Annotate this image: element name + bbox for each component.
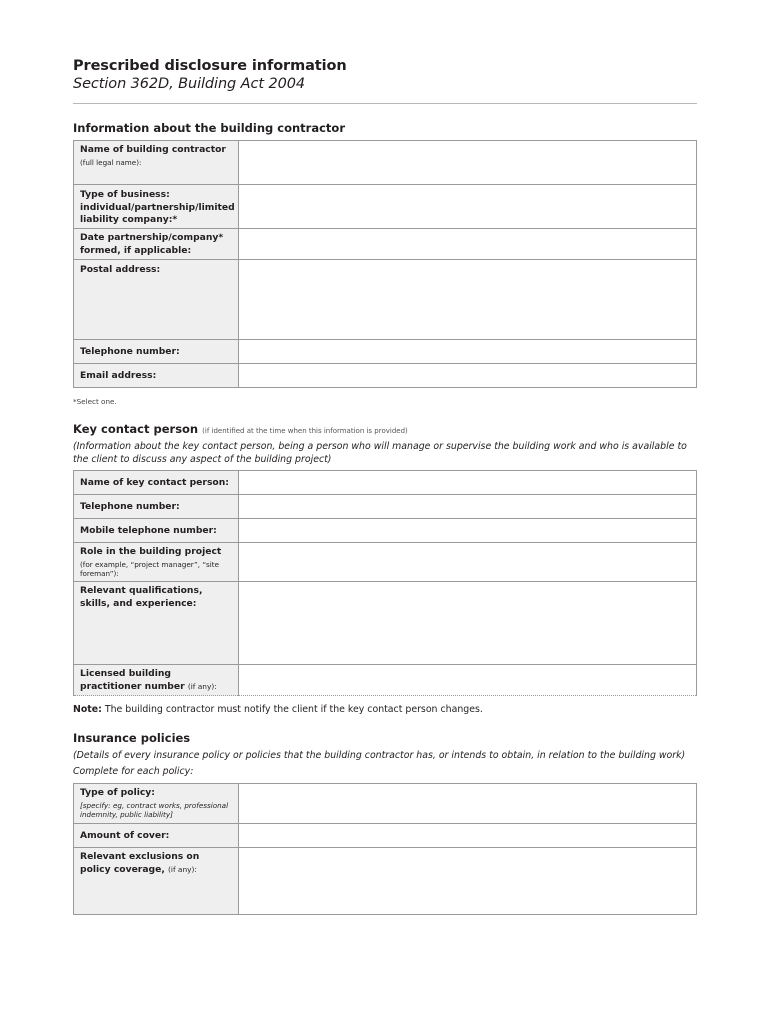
page-title: Prescribed disclosure information [73, 58, 347, 74]
business-type-label: Type of business: individual/partnership/limited liability company:* [74, 185, 239, 229]
insurance-section-description: (Details of every insurance policy or policies that the building contractor has, or intends to obtain, in relation to the building work) [73, 750, 686, 761]
cover-amount-row [74, 824, 697, 848]
licence-number-label: Licensed building practitioner number (if any): [74, 665, 239, 696]
header-divider [73, 103, 697, 104]
contact-section-heading: Key contact person (if identified at the time when this information is provided) [73, 422, 408, 436]
contact-role-row [74, 543, 697, 582]
insurance-instruction: Complete for each policy: [73, 766, 194, 777]
cover-amount-label: Amount of cover: [74, 824, 239, 848]
exclusions-field[interactable] [239, 848, 697, 915]
contact-table [73, 470, 697, 696]
licence-number-field[interactable] [239, 665, 697, 696]
policy-type-label: Type of policy: [specify: eg, contract works, professional indemnity, public liability] [74, 784, 239, 824]
contact-section-description: (Information about the key contact person, being a person who will manage or supervise the building work and who is available to the client to discuss any aspect of the building project) [73, 441, 687, 465]
qualifications-row [74, 582, 697, 665]
select-one-footnote: *Select one. [73, 397, 117, 406]
postal-address-row [74, 260, 697, 340]
contact-name-row [74, 471, 697, 495]
contact-phone-row [74, 495, 697, 519]
business-type-row [74, 185, 697, 229]
licence-number-row [74, 665, 697, 696]
exclusions-row [74, 848, 697, 915]
contact-mobile-label: Mobile telephone number: [74, 519, 239, 543]
insurance-table [73, 783, 697, 915]
contractor-phone-label: Telephone number: [74, 340, 239, 364]
contractor-name-field[interactable] [239, 141, 697, 185]
contractor-email-label: Email address: [74, 364, 239, 388]
contractor-name-row [74, 141, 697, 185]
postal-address-label: Postal address: [74, 260, 239, 340]
contractor-table [73, 140, 697, 388]
qualifications-label: Relevant qualifications, skills, and experience: [74, 582, 239, 665]
policy-type-row [74, 784, 697, 824]
contractor-email-field[interactable] [239, 364, 697, 388]
contractor-section-heading: Information about the building contractor [73, 121, 346, 135]
contractor-phone-row [74, 340, 697, 364]
contact-role-field[interactable] [239, 543, 697, 582]
qualifications-field[interactable] [239, 582, 697, 665]
contact-name-label: Name of key contact person: [74, 471, 239, 495]
formed-date-label: Date partnership/company* formed, if applicable: [74, 229, 239, 260]
contractor-email-row [74, 364, 697, 388]
contact-phone-label: Telephone number: [74, 495, 239, 519]
contact-change-note: Note: The building contractor must notify the client if the key contact person changes. [73, 704, 483, 715]
postal-address-field[interactable] [239, 260, 697, 340]
cover-amount-field[interactable] [239, 824, 697, 848]
formed-date-row [74, 229, 697, 260]
insurance-section-heading: Insurance policies [73, 731, 191, 745]
contact-mobile-row [74, 519, 697, 543]
contact-heading-note: (if identified at the time when this information is provided) [202, 427, 408, 435]
exclusions-label: Relevant exclusions on policy coverage, (if any): [74, 848, 239, 915]
contact-mobile-field[interactable] [239, 519, 697, 543]
formed-date-field[interactable] [239, 229, 697, 260]
contractor-name-label: Name of building contractor (full legal name): [74, 141, 239, 185]
business-type-field[interactable] [239, 185, 697, 229]
contact-name-field[interactable] [239, 471, 697, 495]
page-subtitle: Section 362D, Building Act 2004 [73, 76, 305, 92]
contractor-phone-field[interactable] [239, 340, 697, 364]
policy-type-field[interactable] [239, 784, 697, 824]
contact-role-label: Role in the building project (for example, “project manager”, “site foreman”): [74, 543, 239, 582]
contact-phone-field[interactable] [239, 495, 697, 519]
